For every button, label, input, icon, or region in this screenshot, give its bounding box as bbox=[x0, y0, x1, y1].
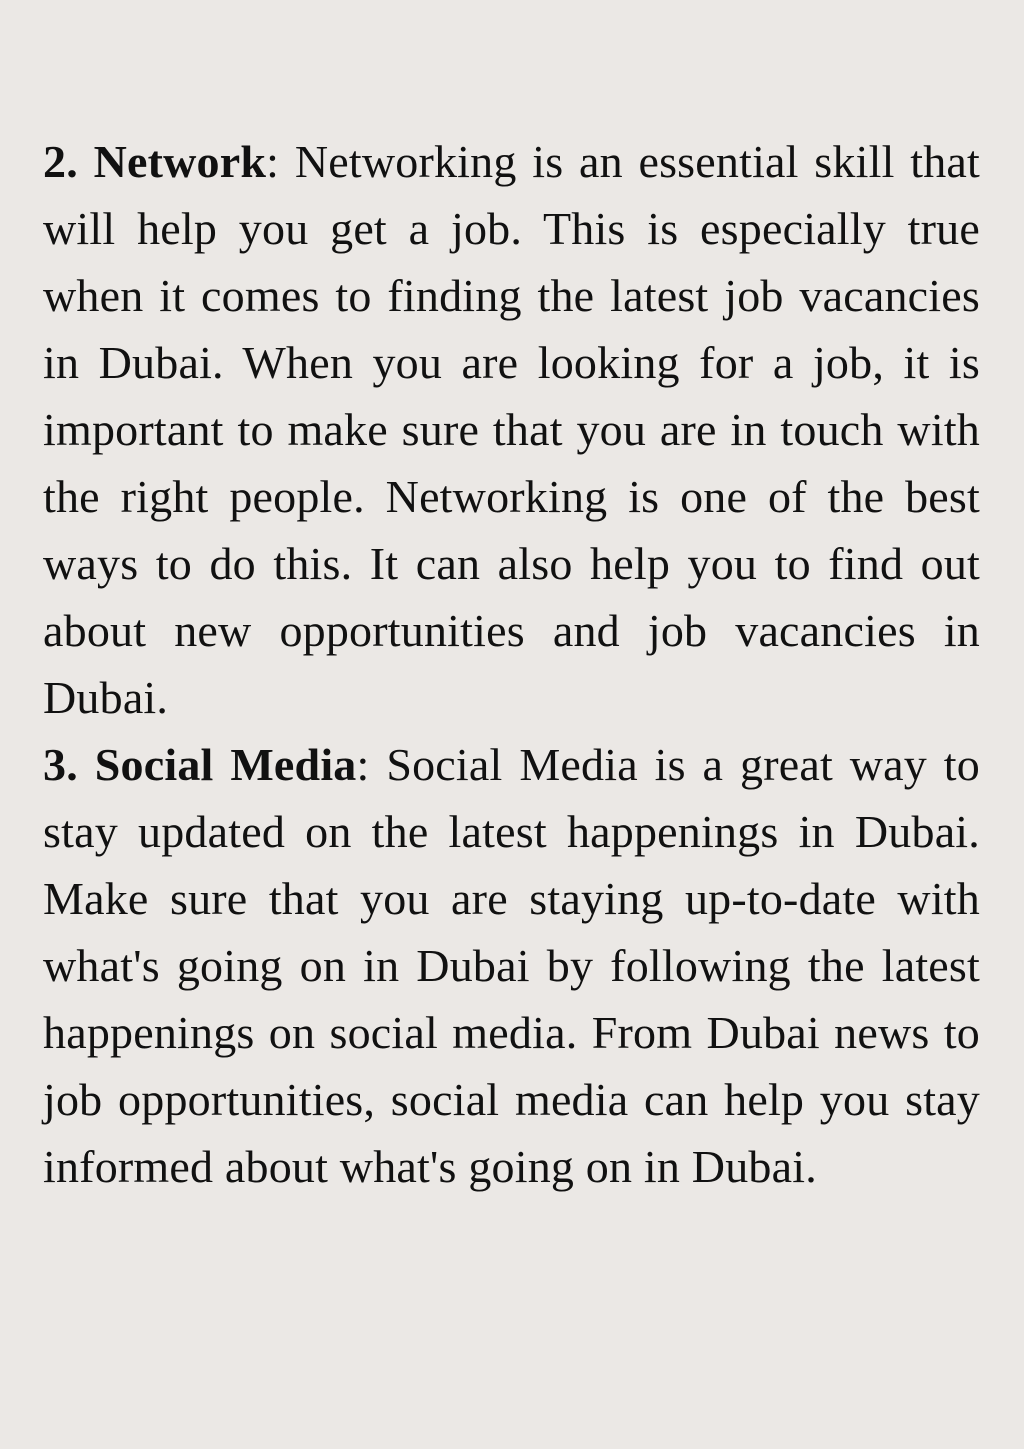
document-page bbox=[43, 128, 980, 1200]
section-heading: Network bbox=[93, 136, 267, 187]
section-heading: Social Media bbox=[94, 739, 357, 790]
section-body: Networking is an essential skill that will help you get a job. This is especially true when it comes to finding the latest job vacancies in Dubai. When you are looking for a job, it is important to make sure that you are in touch with the right people. Networking is one of the best ways to do this. It can also help you to find out about new opportunities and job vacancies in Dubai. bbox=[43, 136, 980, 723]
section-network bbox=[43, 128, 980, 731]
section-social-media bbox=[43, 731, 980, 1200]
section-number: 2. bbox=[43, 136, 78, 187]
heading-separator: : bbox=[266, 136, 280, 187]
section-body: Social Media is a great way to stay updated on the latest happenings in Dubai. Make sure that you are staying up-to-date with what's going on in Dubai by following the latest happenings on social media. From Dubai news to job opportunities, social media can help you stay informed about what's going on in Dubai. bbox=[43, 739, 980, 1192]
section-number: 3. bbox=[43, 739, 78, 790]
heading-separator: : bbox=[356, 739, 370, 790]
